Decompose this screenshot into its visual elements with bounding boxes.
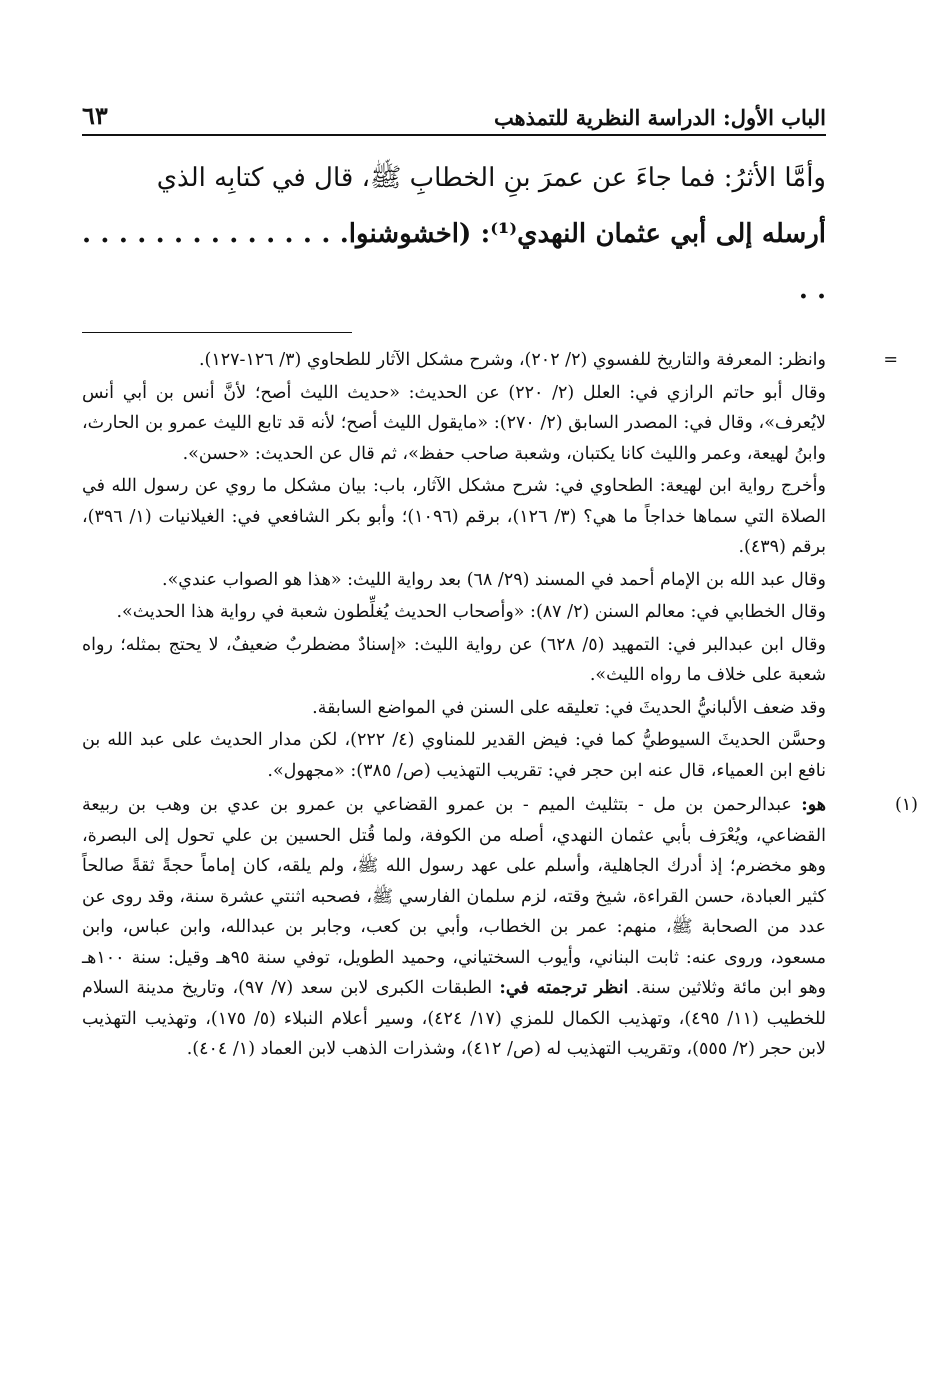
footnote-1-mark: (١) xyxy=(894,795,918,815)
footnote-paragraph: وحسَّن الحديثَ السيوطيُّ كما في: فيض القدير للمناوي (٤/ ٢٢٢)، لكن مدار الحديث على عبد الله بن نافع ابن العمياء، قال عنه ابن حجر في: تقريب التهذيب (ص/ ٣٨٥): «مجهول». xyxy=(82,730,826,781)
footnote-paragraph: وقال أبو حاتم الرازي في: العلل (٢/ ٢٢٠) عن الحديث: «حديث الليث أصح؛ لأنَّ أنس بن أبي أنس لايُعرف»، وقال في: المصدر السابق (٢/ ٢٧٠): «مايقول الليث أصح؛ لأنه قد تابع الليث عمرو بن الحارث، وابنُ لهيعة، وعمر والليث كانا يكتبان، وشعبة صاحب حفظ»، ثم قال عن الحديث: «حسن». xyxy=(82,382,827,464)
footnote-paragraph: وقال عبد الله بن الإمام أحمد في المسند (٢٩/ ٦٨) بعد رواية الليث: «هذا هو الصواب عندي». xyxy=(162,569,826,590)
chapter-title: الباب الأول: الدراسة النظرية للتمذهب xyxy=(493,105,826,130)
continuation-mark: = xyxy=(883,350,898,370)
main-line-1: وأمَّا الأثرُ: فما جاءَ عن عمرَ بنِ الخطابِ ﷺ، قال في كتابِه الذي xyxy=(156,163,826,193)
footnote-continuation xyxy=(82,345,898,376)
footnote-paragraph: وأخرج رواية ابن لهيعة: الطحاوي في: شرح مشكل الآثار، باب: بيان مشكل ما روي عن رسول الله في الصلاة التي سماها خداجاً ما هي؟ (٣/ ١٢٦)، برقم (١٠٩٦)؛ وأبو بكر الشافعي في: الغيلانيات (١/ ٣٩٦)، برقم (٤٣٩). xyxy=(82,476,826,557)
footnote-1 xyxy=(82,790,918,1065)
footnote-1-lead2: انظر ترجمته في: xyxy=(499,978,629,998)
footnote-1-lead: هو: xyxy=(801,795,826,815)
book-page xyxy=(82,92,918,1065)
running-header xyxy=(82,92,826,136)
footnotes xyxy=(82,345,918,1065)
footnote-paragraph: وقد ضعف الألبانيُّ الحديثَ في: تعليقه على السنن في المواضع السابقة. xyxy=(312,697,826,718)
main-line-2: أرسله إلى أبي عثمان النهدي⁽¹⁾: (اخشوشنوا. . . . . . . . . . . . . . . . . xyxy=(82,219,827,305)
footnote-1-text: عبدالرحمن بن مل - بتثليث الميم - بن عمرو القضاعي بن عمرو بن عدي بن وهب بن ربيعة القضاعي، ويُعْرَف بأبي عثمان النهدي، أصله من الكوفة، ولما قُتل الحسين بن علي تحول إلى البصرة، وهو مخضرم؛ إذ أدرك الجاهلية، وأسلم على عهد رسول الله ﷺ، ولم يلقه، كان إماماً حجةً ثقةً صالحاً كثير العبادة، حسن القراءة، شيخ وقته، لزم سلمان الفارسي ﷺ، فصحبه اثنتي عشرة سنة، وقد روى عن عدد من الصحابة ﷺ، منهم: عمر بن الخطاب، وأبي بن كعب، وجابر بن عبدالله، وابن عباس، وابن مسعود، وروى عنه: ثابت البناني، وأيوب السختياني، وحميد الطويل، توفي سنة ٩٥هـ وقيل: سنة ١٠٠هـ وهو ابن مائة وثلاثين سنة. xyxy=(82,795,826,998)
continuation-text: وانظر: المعرفة والتاريخ للفسوي (٢/ ٢٠٢)، وشرح مشكل الآثار للطحاوي (٣/ ١٢٦-١٢٧). xyxy=(198,350,826,370)
footnote-paragraph: وقال ابن عبدالبر في: التمهيد (٥/ ٦٢٨) عن رواية الليث: «إسنادٌ مضطربٌ ضعيفٌ، لا يحتج بمثله؛ رواه شعبة على خلاف ما رواه الليث». xyxy=(82,634,826,685)
main-text xyxy=(82,150,826,318)
footnote-1-text2: الطبقات الكبرى لابن سعد (٧/ ٩٧)، وتاريخ مدينة السلام للخطيب (١١/ ٤٩٥)، وتهذيب الكمال للمزي (١٧/ ٤٢٤)، وسير أعلام النبلاء (٥/ ١٧٥)، وتهذيب التهذيب لابن حجر (٢/ ٥٥٥)، وتقريب التهذيب له (ص/ ٤١٢)، وشذرات الذهب لابن العماد (١/ ٤٠٤). xyxy=(82,978,826,1059)
page-number: ٦٣ xyxy=(82,101,108,130)
footnote-separator xyxy=(82,332,352,333)
footnote-paragraph: وقال الخطابي في: معالم السنن (٢/ ٨٧): «وأصحاب الحديث يُغلِّطون شعبة في رواية هذا الحديث». xyxy=(116,602,826,622)
